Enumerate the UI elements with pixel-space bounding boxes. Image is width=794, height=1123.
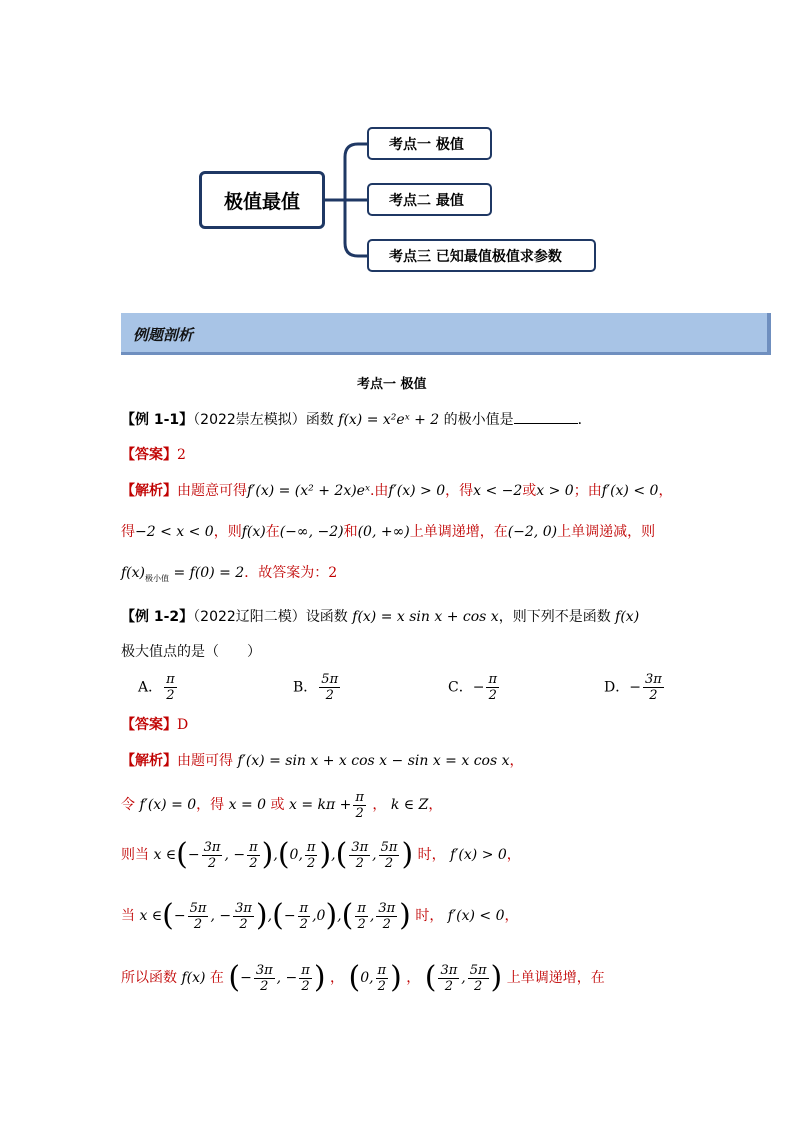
ex1-analysis-line3: $f(x)_{极小值} = f(0) = 2$．故答案为：2 (121, 565, 338, 583)
subsection-title: 考点一 极值 (357, 377, 427, 392)
ex1-answer: 【答案】2 (121, 447, 186, 463)
mindmap-node-3: 考点三 已知最值极值求参数 (367, 239, 596, 272)
ex2-analysis-line2: 令 f′(x) = 0，得 x = 0 或 x = kπ + $\frac{\pi}{2}$ ， k ∈ Z， (121, 789, 443, 821)
section-band (121, 313, 771, 355)
ex2-stem-line2: 极大值点的是（ ） (121, 644, 261, 660)
ex2-analysis-line5: 所以函数 f(x) 在 (− $\frac{3\pi}{2}$ , − $\frac{\pi}{2}$ ) ， (0, $\frac{\pi}{2}$ ) ， ( $\frac{3\pi}{2}$ , $\frac{5\pi}{2}$ ) 上单调递增，在 (121, 960, 605, 995)
ex1-stem: 【例 1-1】（2022崇左模拟）函数 f(x) = x²eˣ + 2 的极小值是 ． (121, 412, 592, 428)
answer-blank (514, 411, 578, 424)
ex2-analysis-line3: 则当 x ∈(− $\frac{3\pi}{2}$ , − $\frac{\pi}{2}$ ),(0, $\frac{\pi}{2}$ ),( $\frac{3\pi}{2}$ , $\frac{5\pi}{2}$ ) 时， f′(x) > 0， (121, 837, 521, 872)
option-d: D．− $\frac{3\pi}{2}$ (604, 672, 662, 703)
section-band-title: 例题剖析 (133, 326, 194, 344)
ex2-stem: 【例 1-2】（2022辽阳二模）设函数 f(x) = x sin x + cos x，则下列不是函数 f(x) (121, 609, 640, 625)
mindmap-root: 极值最值 (199, 171, 325, 229)
mindmap-node-1: 考点一 极值 (367, 127, 492, 160)
option-c: C．− $\frac{\pi}{2}$ (448, 672, 497, 703)
ex2-answer: 【答案】D (121, 717, 189, 733)
option-b: B． $\frac{5\pi}{2}$ (293, 672, 339, 703)
option-a: A． $\frac{\pi}{2}$ (138, 672, 175, 703)
ex2-analysis-line4: 当 x ∈(− $\frac{5\pi}{2}$ , − $\frac{3\pi}{2}$ ),(− $\frac{\pi}{2}$ ,0),( $\frac{\pi}{2}$ , $\frac{3\pi}{2}$ ) 时， f′(x) < 0， (121, 898, 519, 933)
mindmap-node-2: 考点二 最值 (367, 183, 492, 216)
ex1-analysis-line1: 【解析】由题意可得f′(x) = (x² + 2x)eˣ.由f′(x) > 0，得x < −2或x > 0；由f′(x) < 0， (121, 483, 673, 499)
ex2-analysis-line1: 【解析】由题可得 f′(x) = sin x + x cos x − sin x = x cos x， (121, 753, 524, 769)
ex1-analysis-line2: 得−2 < x < 0，则f(x)在(−∞, −2)和(0, +∞)上单调递增，在(−2, 0)上单调递减，则 (121, 524, 656, 540)
